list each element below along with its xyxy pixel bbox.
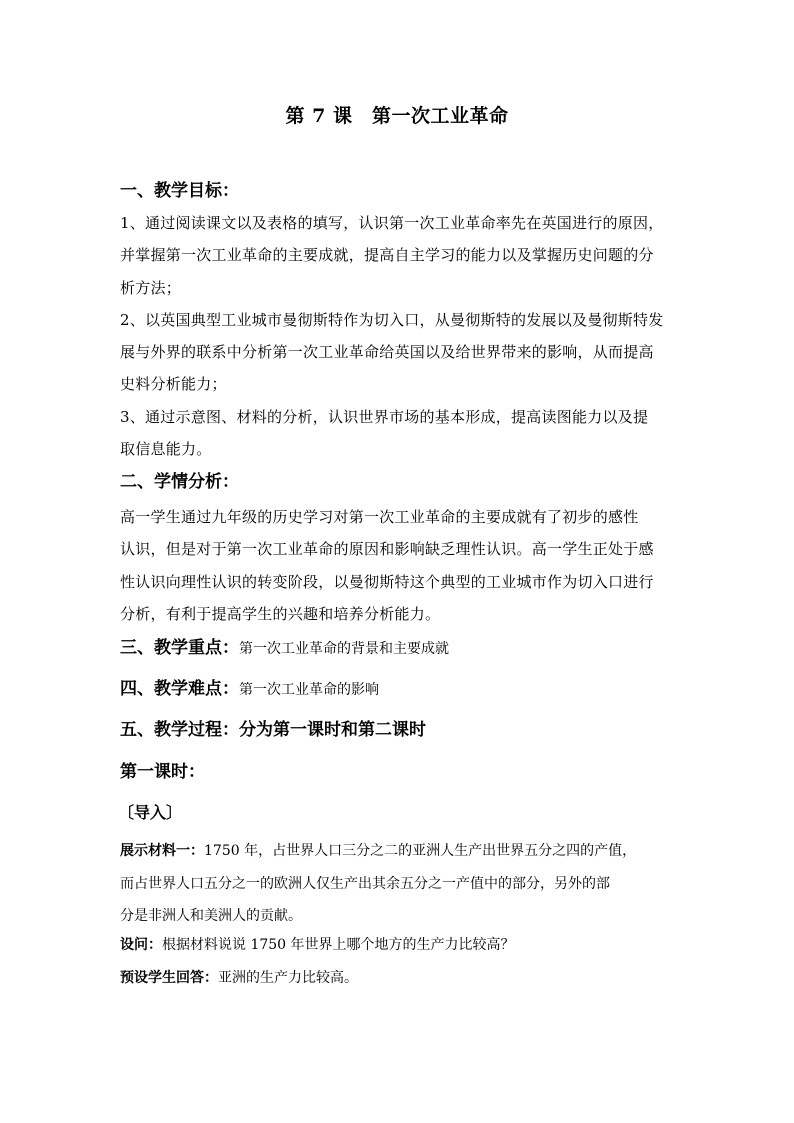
intro-label: 〔导入〕: [118, 803, 183, 822]
difficulties-value: 第一次工业革命的影响: [239, 682, 379, 698]
objectives-line: 1、通过阅读课文以及表格的填写，认识第一次工业革命率先在英国进行的原因，: [120, 214, 664, 232]
process-heading: 五、教学过程：分为第一课时和第二课时: [120, 720, 426, 740]
objectives-line: 取信息能力。: [120, 440, 212, 459]
objectives-line: 史料分析能力；: [120, 375, 227, 394]
answer-text: 亚洲的生产力比较高。: [218, 969, 358, 986]
answer-line: [120, 962, 690, 995]
analysis-line: 分析，有利于提高学生的兴趣和培养分析能力。: [120, 604, 441, 623]
question-block: [120, 929, 690, 994]
page-title: 第 7 课 第一次工业革命: [285, 105, 509, 127]
material1-block: [120, 835, 690, 933]
objectives-line: 展与外界的联系中分析第一次工业革命给英国以及给世界带来的影响，从而提高: [120, 343, 654, 362]
objectives-paragraph: [120, 207, 690, 465]
objectives-line: 析方法；: [120, 278, 182, 297]
key-points-value: 第一次工业革命的背景和主要成就: [239, 641, 449, 657]
analysis-heading: 二、学情分析：: [120, 472, 239, 492]
objectives-line: 并掌握第一次工业革命的主要成就，提高自主学习的能力以及掌握历史问题的分: [120, 246, 654, 265]
material1-line: 而占世界人口五分之一的欧洲人仅生产出其余五分之一产值中的部分，另外的部: [120, 875, 610, 892]
material1-line: 分是非洲人和美洲人的贡献。: [120, 908, 302, 924]
analysis-line: 高一学生通过九年级的历史学习对第一次工业革命的主要成就有了初步的感性: [120, 508, 639, 526]
question-label: 设问：: [120, 937, 162, 953]
analysis-paragraph: [120, 501, 690, 630]
objectives-line: 3、通过示意图、材料的分析，认识世界市场的基本形成，提高读图能力以及提: [120, 407, 649, 426]
key-points-label: 三、教学重点：: [120, 638, 239, 658]
key-points-row: [120, 636, 449, 661]
material1-label: 展示材料一：: [120, 843, 204, 859]
lesson1-heading: 第一课时：: [120, 762, 205, 782]
analysis-line: 性认识向理性认识的转变阶段，以曼彻斯特这个典型的工业城市作为切入口进行: [120, 572, 654, 591]
question-text: 根据材料说说 1750 年世界上哪个地方的生产力比较高？: [162, 937, 515, 953]
question-line: [120, 929, 690, 962]
material1-line: [120, 835, 690, 868]
objectives-heading: 一、教学目标：: [120, 181, 239, 201]
answer-label: 预设学生回答：: [120, 969, 218, 986]
material1-text: 1750 年，占世界人口三分之二的亚洲人生产出世界五分之四的产值，: [204, 843, 637, 859]
analysis-line: 认识，但是对于第一次工业革命的原因和影响缺乏理性认识。高一学生正处于感: [120, 540, 654, 559]
difficulties-label: 四、教学难点：: [120, 679, 239, 699]
objectives-line: 2、以英国典型工业城市曼彻斯特作为切入口，从曼彻斯特的发展以及曼彻斯特发: [120, 310, 664, 329]
difficulties-row: [120, 677, 379, 702]
